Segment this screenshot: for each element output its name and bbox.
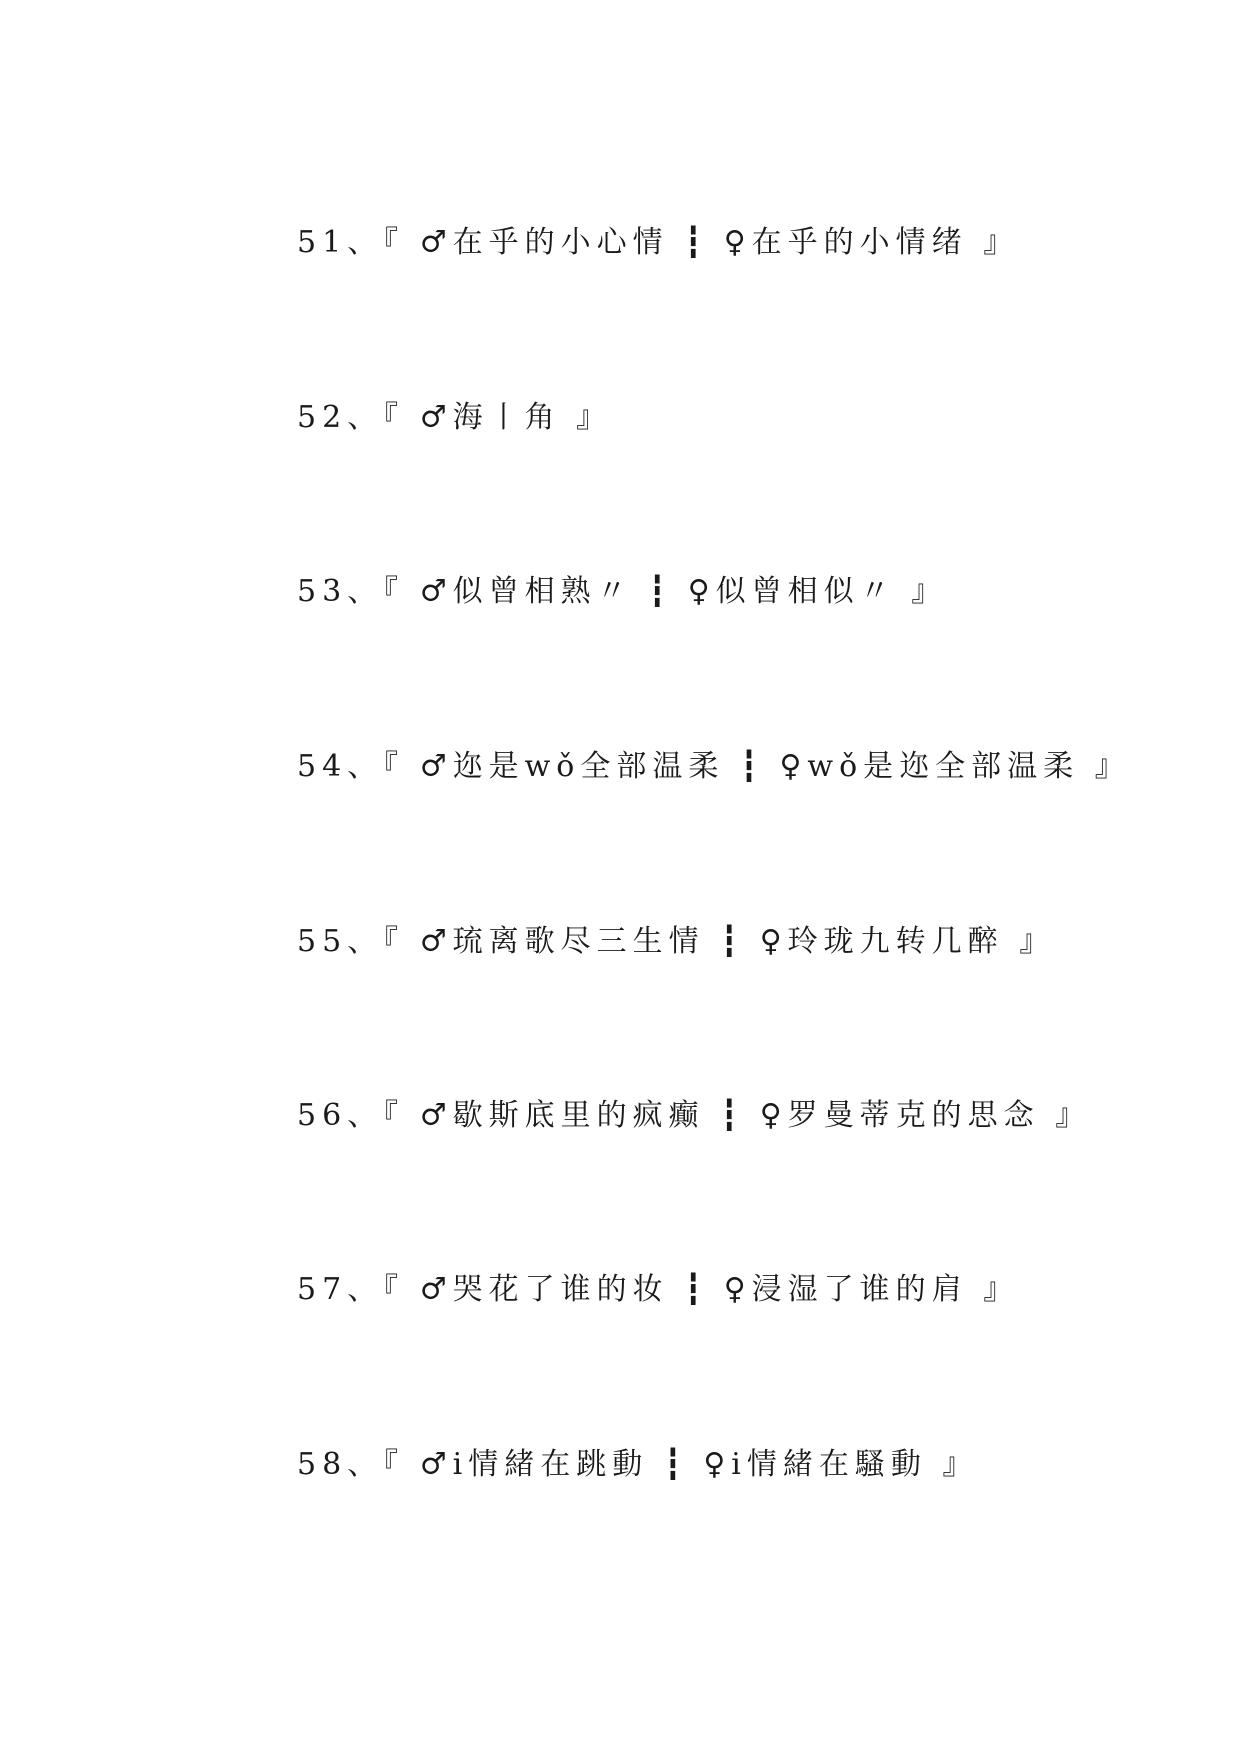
list-item-56: 56、『 ♂歇斯底里的疯癫 ┇ ♀罗曼蒂克的思念 』: [297, 1098, 1092, 1133]
list-item-57: 57、『 ♂哭花了谁的妆 ┇ ♀浸湿了谁的肩 』: [297, 1272, 1020, 1307]
list-item-58: 58、『 ♂i情緒在跳動 ┇ ♀i情緒在騷動 』: [297, 1447, 979, 1482]
list-item-52: 52、『 ♂海丨角 』: [297, 400, 613, 435]
list-item-54: 54、『 ♂迩是wǒ全部温柔 ┇ ♀wǒ是迩全部温柔 』: [297, 749, 1131, 784]
list-item-51: 51、『 ♂在乎的小心情 ┇ ♀在乎的小情绪 』: [297, 225, 1020, 260]
list-item-53: 53、『 ♂似曾相熟〃 ┇ ♀似曾相似〃 』: [297, 574, 948, 609]
list-item-55: 55、『 ♂琉离歌尽三生情 ┇ ♀玲珑九转几醉 』: [297, 924, 1056, 959]
